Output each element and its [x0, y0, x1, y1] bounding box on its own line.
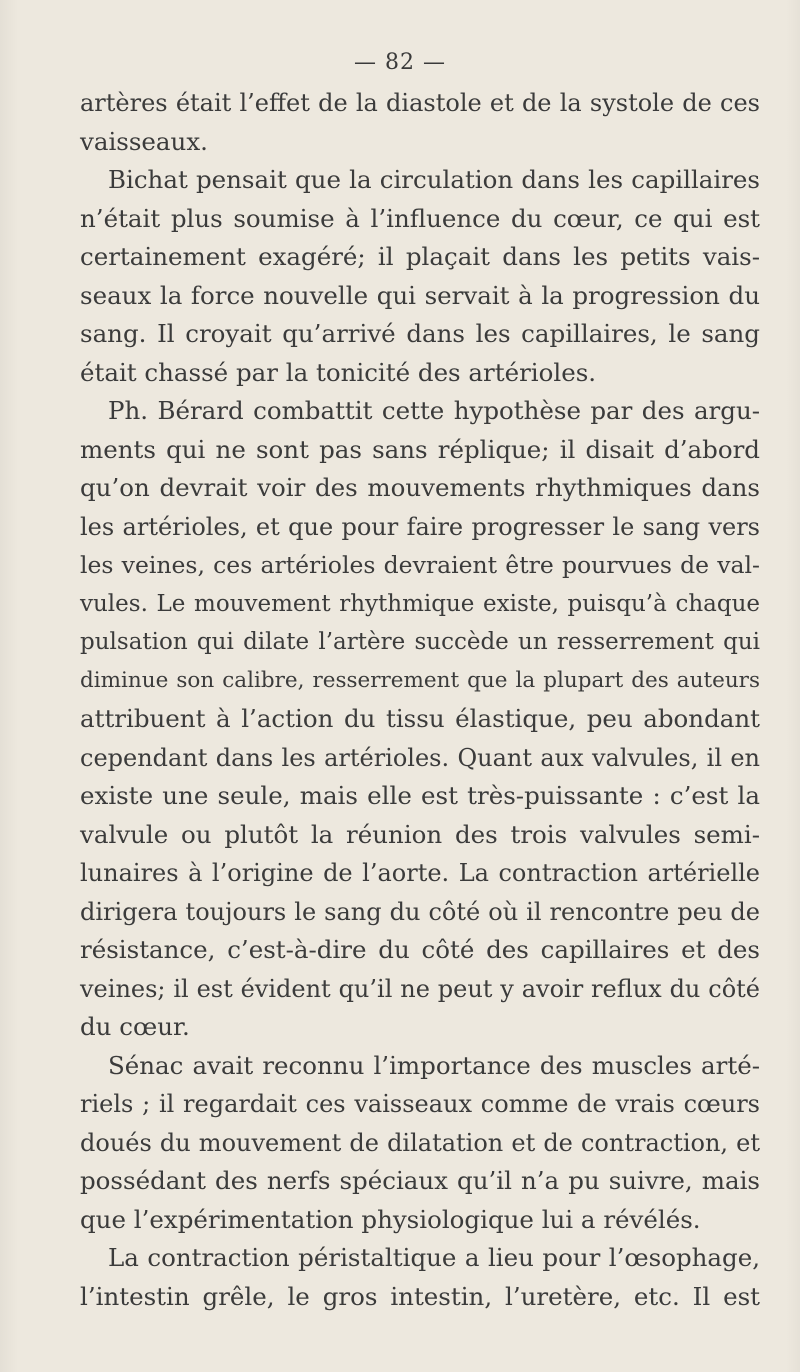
text-line: du cœur. [80, 1012, 190, 1041]
page-number: — 82 — [354, 50, 446, 75]
text-line: lunaires à l’origine de l’aorte. La contraction artérielle [80, 859, 760, 887]
text-line: sang. Il croyait qu’arrivé dans les capillaires, le sang [80, 319, 760, 348]
text-line: Bichat pensait que la circulation dans les capillaires [108, 165, 760, 194]
text-line: Sénac avait reconnu l’importance des muscles arté- [108, 1050, 760, 1080]
text-line: Ph. Bérard combattit cette hypothèse par des argu- [108, 396, 760, 425]
text-line: possédant des nerfs spéciaux qu’il n’a pu suivre, mais [80, 1166, 760, 1195]
text-line: qu’on devrait voir des mouvements rhythmiques dans [80, 473, 760, 502]
text-line: cependant dans les artérioles. Quant aux valvules, il en [80, 743, 760, 772]
text-line: seaux la force nouvelle qui servait à la progression du [80, 280, 760, 310]
text-line: résistance, c’est-à-dire du côté des capillaires et des [80, 935, 760, 964]
text-line: veines; il est évident qu’il ne peut y avoir reflux du côté [80, 974, 760, 1003]
page-text-body [80, 84, 760, 1316]
text-line: vaisseaux. [80, 126, 208, 156]
text-line: dirigera toujours le sang du côté où il rencontre peu de [80, 897, 760, 926]
text-line: existe une seule, mais elle est très-puissante : c’est la [80, 781, 760, 810]
text-line: certainement exagéré; il plaçait dans les petits vais- [80, 242, 760, 271]
text-line: était chassé par la tonicité des artérioles. [80, 357, 597, 387]
text-line: doués du mouvement de dilatation et de contraction, et [80, 1128, 760, 1157]
text-line: les veines, ces artérioles devraient être pourvues de val- [80, 551, 760, 579]
text-line: l’intestin grêle, le gros intestin, l’uretère, etc. Il est [80, 1281, 760, 1311]
text-line: diminue son calibre, resserrement que la plupart des auteurs [80, 667, 760, 693]
text-line: ments qui ne sont pas sans réplique; il disait d’abord [80, 434, 760, 464]
text-line: n’était plus soumise à l’influence du cœur, ce qui est [80, 203, 760, 233]
text-line: que l’expérimentation physiologique lui a révélés. [80, 1204, 701, 1234]
text-line: pulsation qui dilate l’artère succède un resserrement qui [80, 629, 760, 655]
text-line: valvule ou plutôt la réunion des trois valvules semi- [80, 819, 760, 849]
text-line: artères était l’effet de la diastole et de la systole de ces [80, 89, 760, 117]
text-line: vules. Le mouvement rhythmique existe, puisqu’à chaque [80, 590, 760, 617]
text-line: riels ; il regardait ces vaisseaux comme de vrais cœurs [80, 1090, 760, 1118]
text-line: La contraction péristaltique a lieu pour l’œsophage, [108, 1243, 760, 1272]
text-line: attribuent à l’action du tissu élastique, peu abondant [80, 704, 760, 733]
text-line: les artérioles, et que pour faire progresser le sang vers [80, 512, 760, 541]
